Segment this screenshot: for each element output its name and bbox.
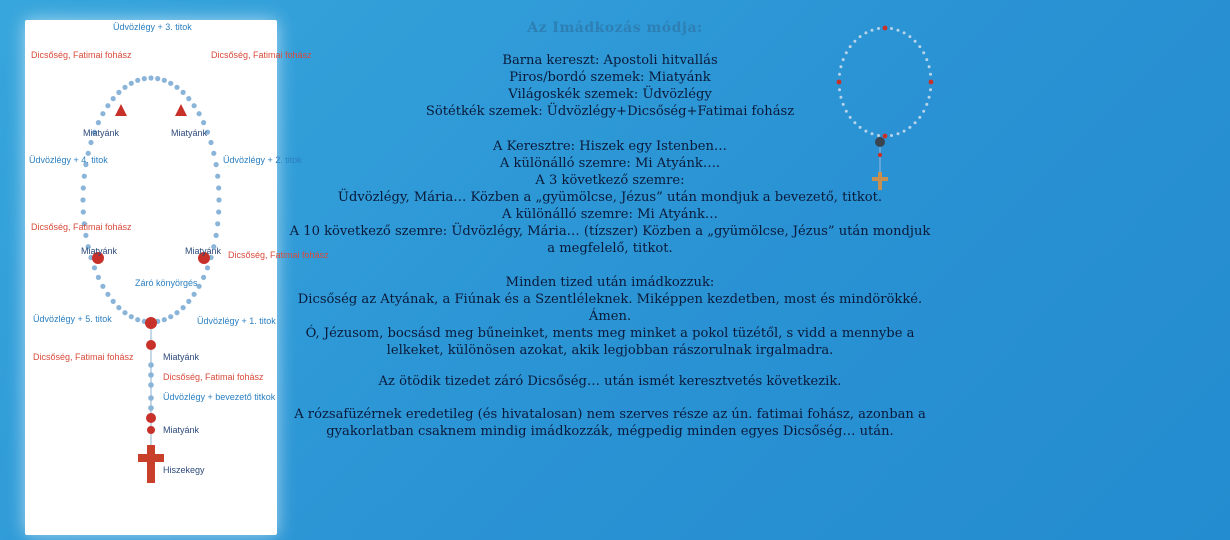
hail-mary-bead <box>148 75 153 80</box>
mini-bead <box>914 40 917 43</box>
hail-mary-bead <box>162 317 167 322</box>
pendant-bead <box>148 382 154 388</box>
mini-bead <box>849 116 852 119</box>
mini-bead <box>842 103 845 106</box>
label-top: Üdvözlégy + 3. titok <box>113 22 192 32</box>
mini-bead <box>922 110 925 113</box>
mini-bead <box>838 88 841 91</box>
hail-mary-bead <box>186 299 191 304</box>
mini-bead <box>837 80 842 85</box>
mini-bead <box>878 153 882 157</box>
rosary-mini-icon <box>822 20 947 200</box>
label-closing-prayer: Záró könyörgés <box>135 278 198 288</box>
mini-bead <box>877 134 880 137</box>
label-our-father: Miatyánk <box>171 128 208 138</box>
mini-bead <box>929 80 934 85</box>
mini-bead <box>908 126 911 129</box>
mini-bead <box>864 31 867 34</box>
hail-mary-bead <box>211 151 216 156</box>
label-our-father: Miatyánk <box>81 246 118 256</box>
hail-mary-bead <box>174 85 179 90</box>
step-line: A 10 következő szemre: Üdvözlégy, Mária… (tízszer) Közben a „gyümölcse, Jézus” után mondjuk a megfelelő, titkot. <box>289 224 931 256</box>
rosary-diagram-graphic <box>25 20 329 535</box>
legend-line: Piros/bordó szemek: Miatyánk <box>509 70 711 85</box>
mini-cross-icon <box>872 172 888 190</box>
hail-mary-bead <box>81 185 86 190</box>
hail-mary-bead <box>96 120 101 125</box>
hail-mary-bead <box>96 275 101 280</box>
pendant-bead <box>148 372 154 378</box>
mini-bead <box>918 45 921 48</box>
hail-mary-bead <box>197 111 202 116</box>
mini-bead <box>859 35 862 38</box>
hail-mary-bead <box>105 103 110 108</box>
hail-mary-bead <box>216 197 221 202</box>
hail-mary-bead <box>142 76 147 81</box>
mini-bead <box>853 121 856 124</box>
hail-mary-bead <box>181 90 186 95</box>
mini-bead <box>897 132 900 135</box>
mini-bead <box>925 58 928 61</box>
pendant-bead <box>148 395 154 401</box>
hail-mary-bead <box>205 265 210 270</box>
hail-mary-bead <box>201 275 206 280</box>
mini-bead <box>908 35 911 38</box>
mini-bead <box>839 96 842 99</box>
mini-bead <box>922 51 925 54</box>
rosary-diagram <box>25 20 329 535</box>
mini-bead <box>839 65 842 68</box>
hail-mary-bead <box>216 185 221 190</box>
after-decade-line: Dicsőség az Atyának, a Fiúnak és a Szentléleknek. Miképpen kezdetben, most és mindörökké. Ámen. <box>297 292 923 324</box>
hail-mary-bead <box>129 314 134 319</box>
after-decade-line: Ó, Jézusom, bocsásd meg bűneinket, ments meg minket a pokol tüzétől, s vidd a mennybe a lelkeket, különösen azokat, akik legjobban rászorulnak irgalmadra. <box>305 326 915 358</box>
mini-bead <box>859 126 862 129</box>
hail-mary-bead <box>111 299 116 304</box>
hail-mary-bead <box>215 221 220 226</box>
mini-bead <box>929 88 932 91</box>
mini-bead <box>914 121 917 124</box>
mini-bead <box>890 27 893 30</box>
hail-mary-bead <box>215 174 220 179</box>
step-line: A különálló szemre: Mi Atyánk… <box>502 207 718 222</box>
label-creed: Hiszekegy <box>163 465 205 475</box>
hail-mary-bead <box>116 305 121 310</box>
hail-mary-bead <box>122 85 127 90</box>
hail-mary-bead <box>155 76 160 81</box>
mini-bead <box>883 134 888 139</box>
mini-bead <box>928 96 931 99</box>
hail-mary-bead <box>88 140 93 145</box>
label-left-bottom: Üdvözlégy + 5. titok <box>33 314 112 324</box>
hail-mary-bead <box>80 197 85 202</box>
our-father-bead <box>115 104 127 116</box>
hail-mary-bead <box>92 265 97 270</box>
closing-line: Az ötödik tizedet záró Dicsőség… után ismét keresztvetés következik. <box>378 374 842 389</box>
hail-mary-bead <box>100 111 105 116</box>
hail-mary-bead <box>83 233 88 238</box>
mini-bead <box>890 134 893 137</box>
hail-mary-bead <box>208 140 213 145</box>
label-pendant-our-father-2: Miatyánk <box>163 425 200 435</box>
pendant-bead <box>148 405 154 411</box>
label-right-low-prayer: Dicsőség, Fatimai fohász <box>228 250 329 260</box>
legend-line: Világoskék szemek: Üdvözlégy <box>508 87 712 102</box>
label-left-low-prayer: Dicsőség, Fatimai fohász <box>31 222 132 232</box>
hail-mary-bead <box>192 103 197 108</box>
hail-mary-bead <box>122 310 127 315</box>
hail-mary-bead <box>111 96 116 101</box>
label-right-mid: Üdvözlégy + 2. titok <box>223 155 302 165</box>
step-line: A Keresztre: Hiszek egy Istenben… <box>492 139 728 154</box>
hail-mary-bead <box>214 162 219 167</box>
label-right-bottom: Üdvözlégy + 1. titok <box>197 316 276 326</box>
hail-mary-bead <box>168 81 173 86</box>
mini-bead <box>871 132 874 135</box>
our-father-bead <box>146 340 156 350</box>
mini-bead <box>897 29 900 32</box>
hail-mary-bead <box>100 284 105 289</box>
mini-bead <box>838 73 841 76</box>
hail-mary-bead <box>186 96 191 101</box>
hail-mary-bead <box>129 81 134 86</box>
hail-mary-bead <box>82 174 87 179</box>
hail-mary-bead <box>201 120 206 125</box>
label-our-father: Miatyánk <box>185 246 222 256</box>
step-line: Üdvözlégy, Mária… Közben a „gyümölcse, Jézus” után mondjuk a bevezető, titkot. <box>337 190 883 205</box>
hail-mary-bead <box>135 78 140 83</box>
hail-mary-bead <box>168 314 173 319</box>
legend-line: Sötétkék szemek: Üdvözlégy+Dicsőség+Fatimai fohász <box>425 104 795 119</box>
after-decade-line: Minden tized után imádkozzuk: <box>505 275 715 290</box>
step-line: A 3 következő szemre: <box>535 173 685 188</box>
centerpiece-medal <box>145 317 157 329</box>
our-father-bead <box>147 426 155 434</box>
mini-bead <box>842 58 845 61</box>
mini-bead <box>929 73 932 76</box>
hail-mary-bead <box>174 310 179 315</box>
hail-mary-bead <box>81 209 86 214</box>
mini-centerpiece <box>875 137 885 147</box>
mini-bead <box>903 130 906 133</box>
footnote-line: A rózsafüzérnek eredetileg (és hivatalosan) nem szerves része az ún. fatimai fohász, azonban a gyakorlatban csaknem mindig imádkozzák, mégpedig minden egyes Dicsőség… után. <box>294 407 926 439</box>
label-pendant-our-father: Miatyánk <box>163 352 200 362</box>
mini-bead <box>853 40 856 43</box>
hail-mary-bead <box>162 78 167 83</box>
label-right-top-prayer: Dicsőség, Fatimai fohász <box>211 50 312 60</box>
hail-mary-bead <box>192 292 197 297</box>
hail-mary-bead <box>214 233 219 238</box>
mini-bead <box>849 45 852 48</box>
mini-bead <box>925 103 928 106</box>
mini-bead <box>883 26 888 31</box>
pendant-bead <box>148 362 154 368</box>
our-father-bead <box>175 104 187 116</box>
mini-bead <box>845 51 848 54</box>
legend-line: Barna kereszt: Apostoli hitvallás <box>502 53 718 68</box>
hail-mary-bead <box>116 90 121 95</box>
label-left-mid: Üdvözlégy + 4. titok <box>29 155 108 165</box>
label-our-father: Miatyánk <box>83 128 120 138</box>
step-line: A különálló szemre: Mi Atyánk…. <box>499 156 721 171</box>
mini-bead <box>871 29 874 32</box>
mini-bead <box>903 31 906 34</box>
slide-title: Az Imádkozás módja: <box>527 20 703 36</box>
mini-bead <box>877 27 880 30</box>
hail-mary-bead <box>216 209 221 214</box>
mini-bead <box>918 116 921 119</box>
hail-mary-bead <box>135 317 140 322</box>
mini-bead <box>864 130 867 133</box>
hail-mary-bead <box>105 292 110 297</box>
mini-bead <box>845 110 848 113</box>
label-pendant-glory: Dicsőség, Fatimai fohász <box>163 372 264 382</box>
our-father-bead <box>146 413 156 423</box>
mini-bead <box>928 65 931 68</box>
hail-mary-bead <box>181 305 186 310</box>
label-left-top-prayer: Dicsőség, Fatimai fohász <box>31 50 132 60</box>
cross-icon <box>138 445 164 483</box>
label-pendant-hail: Üdvözlégy + bevezető titkok <box>163 392 276 402</box>
label-pendant-glory-left: Dicsőség, Fatimai fohász <box>33 352 134 362</box>
